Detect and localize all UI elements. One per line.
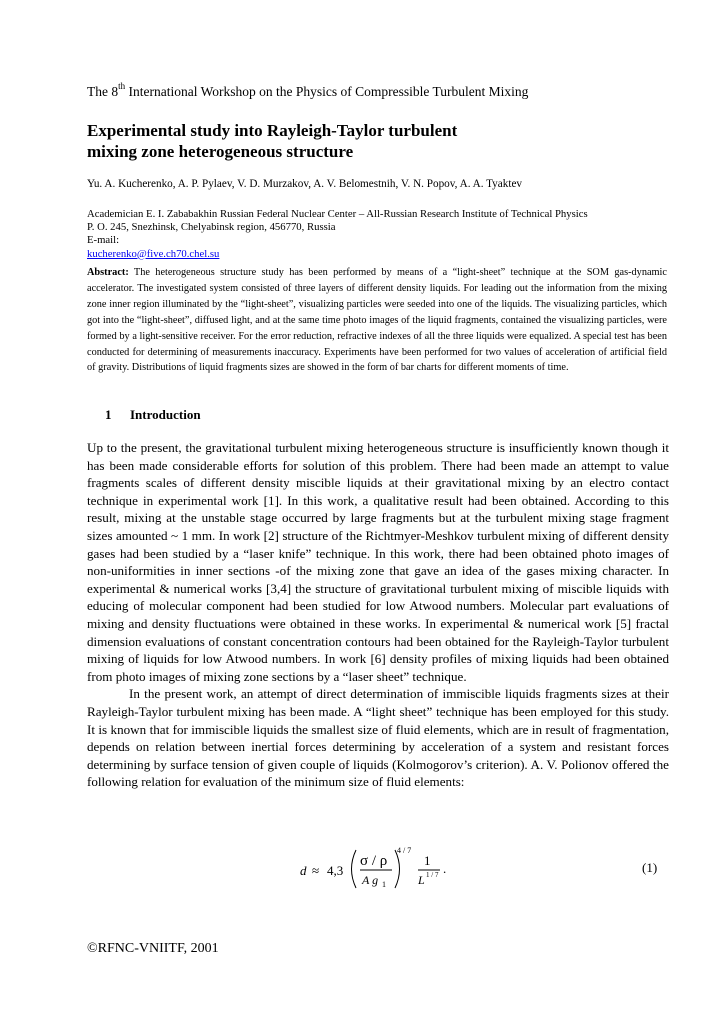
copyright-footer: ©RFNC-VNIITF, 2001 [87, 941, 219, 956]
paragraph-2: In the present work, an attempt of direct determination of immiscible liquids fragments sizes at their Rayleigh-Taylor turbulent mixing has been made. A “light sheet” technique has been employed for this study. It is known that for immiscible liquids the smallest size of fluid elements, which are in result of fragmentation, depends on relation between inertial forces determining by acceleration of a system and resistant forces determining by surface tension of given couple of liquids (Kolmogorov’s criterion). A. V. Polionov offered the following relation for evaluation of the minimum size of fluid elements: [87, 686, 669, 790]
abstract-text: The heterogeneous structure study has been performed by means of a “light-sheet” technique at the SOM gas-dynamic accelerator. The investigated system consisted of three layers of different density liquids. For leading out the information from the mixing zone inner region illuminated by the “light-sheet”, visualizing particles were seeded into one of the liquids. The visualizing particles, which got into the “light-sheet”, diffused light, and at the same time photo images of the liquid fragments, contained the visualizing particles, were formed by a light-sensitive receiver. For the error reduction, refractive indexes of all the three liquids were equalized. A special test has been conducted for determining of measurements inaccuracy. Experiments have been performed for two values of acceleration of artificial field of gravity. Distributions of liquid fragments sizes are showed in the form of bar charts for different moments of time. [87, 267, 667, 374]
email-label: E-mail: [87, 234, 120, 247]
affiliation-line-1: Academician E. I. Zababakhin Russian Federal Nuclear Center – All-Russian Research Institute of Technical Physics [87, 208, 588, 220]
section-heading [105, 407, 201, 423]
author-list: Yu. A. Kucherenko, A. P. Pylaev, V. D. Murzakov, A. V. Belomestnih, V. N. Popov, A. A. Tyaktev [87, 178, 523, 190]
eq-left-paren [352, 850, 357, 888]
paragraph-1: Up to the present, the gravitational turbulent mixing heterogeneous structure is insufficiently known though it has been made considerable efforts for solution of this problem. There had been made an attempt to value fragments scales of different density miscible liquids at their gravitational mixing by an electro contact technique in experimental work [1]. In this work, a qualitative result had been obtained. According to this result, mixing at the unstable stage occurred by large fragments but at the turbulent mixing stage fragment sizes amounted ~ 1 mm. In work [2] structure of the Richtmyer-Meshkov turbulent mixing of different density gases had been studied by a “laser knife” technique. In this work, there had been obtained photo images of non-uniformities in inner sections -of the mixing zone that gave an idea of the gases mixing character. In experimental & numerical works [3,4] the structure of gravitational turbulent mixing of miscible liquids with educing of molecular component had been studied for low Atwood numbers. Molecular part evaluations of mixing and density fluctuations were obtained in these works. In experimental & numerical work [5] fractal dimension evaluations of constant concentration contours had been obtained for the Rayleigh-Taylor turbulent mixing of liquids for low Atwood numbers. In work [6] density profiles of mixing liquids had been obtained from photo images of mixing zone sections by a “laser sheet” technique. [87, 440, 669, 684]
header-prefix: The 8 [87, 84, 119, 99]
abstract-label: Abstract: [87, 267, 129, 278]
eq-exponent: 4 / 7 [397, 846, 412, 855]
eq-right-paren [395, 850, 400, 888]
title-line-2: mixing zone heterogeneous structure [87, 142, 354, 161]
eq-denominator-sub: 1 [382, 880, 386, 889]
equation-1 [300, 844, 670, 894]
affiliation-line-2: P. O. 245, Snezhinsk, Chelyabinsk region, 456770, Russia [87, 221, 336, 234]
body-text [87, 439, 669, 791]
affiliation-block [87, 208, 588, 261]
email-link[interactable]: kucherenko@five.ch70.chel.su [87, 247, 220, 260]
eq-numerator: σ / ρ [360, 853, 388, 869]
header-ordinal: th [118, 81, 126, 91]
eq-lhs: d [300, 863, 307, 878]
eq-coefficient: 4,3 [327, 863, 344, 878]
section-number: 1 [105, 407, 112, 422]
section-title: Introduction [130, 407, 201, 422]
email-line [87, 234, 588, 260]
paper-title [87, 120, 647, 162]
eq-frac-denominator-exp: 1 / 7 [426, 871, 439, 879]
workshop-header [87, 81, 529, 100]
title-line-1: Experimental study into Rayleigh-Taylor turbulent [87, 121, 458, 140]
eq-approx: ≈ [312, 863, 320, 878]
eq-denominator: A g [362, 873, 379, 887]
eq-trailing: . [443, 861, 447, 876]
eq-frac-numerator: 1 [424, 853, 431, 868]
header-suffix: International Workshop on the Physics of Compressible Turbulent Mixing [125, 84, 529, 99]
equation-number: (1) [642, 860, 658, 875]
eq-frac-denominator: L [418, 873, 425, 887]
abstract [87, 265, 667, 376]
